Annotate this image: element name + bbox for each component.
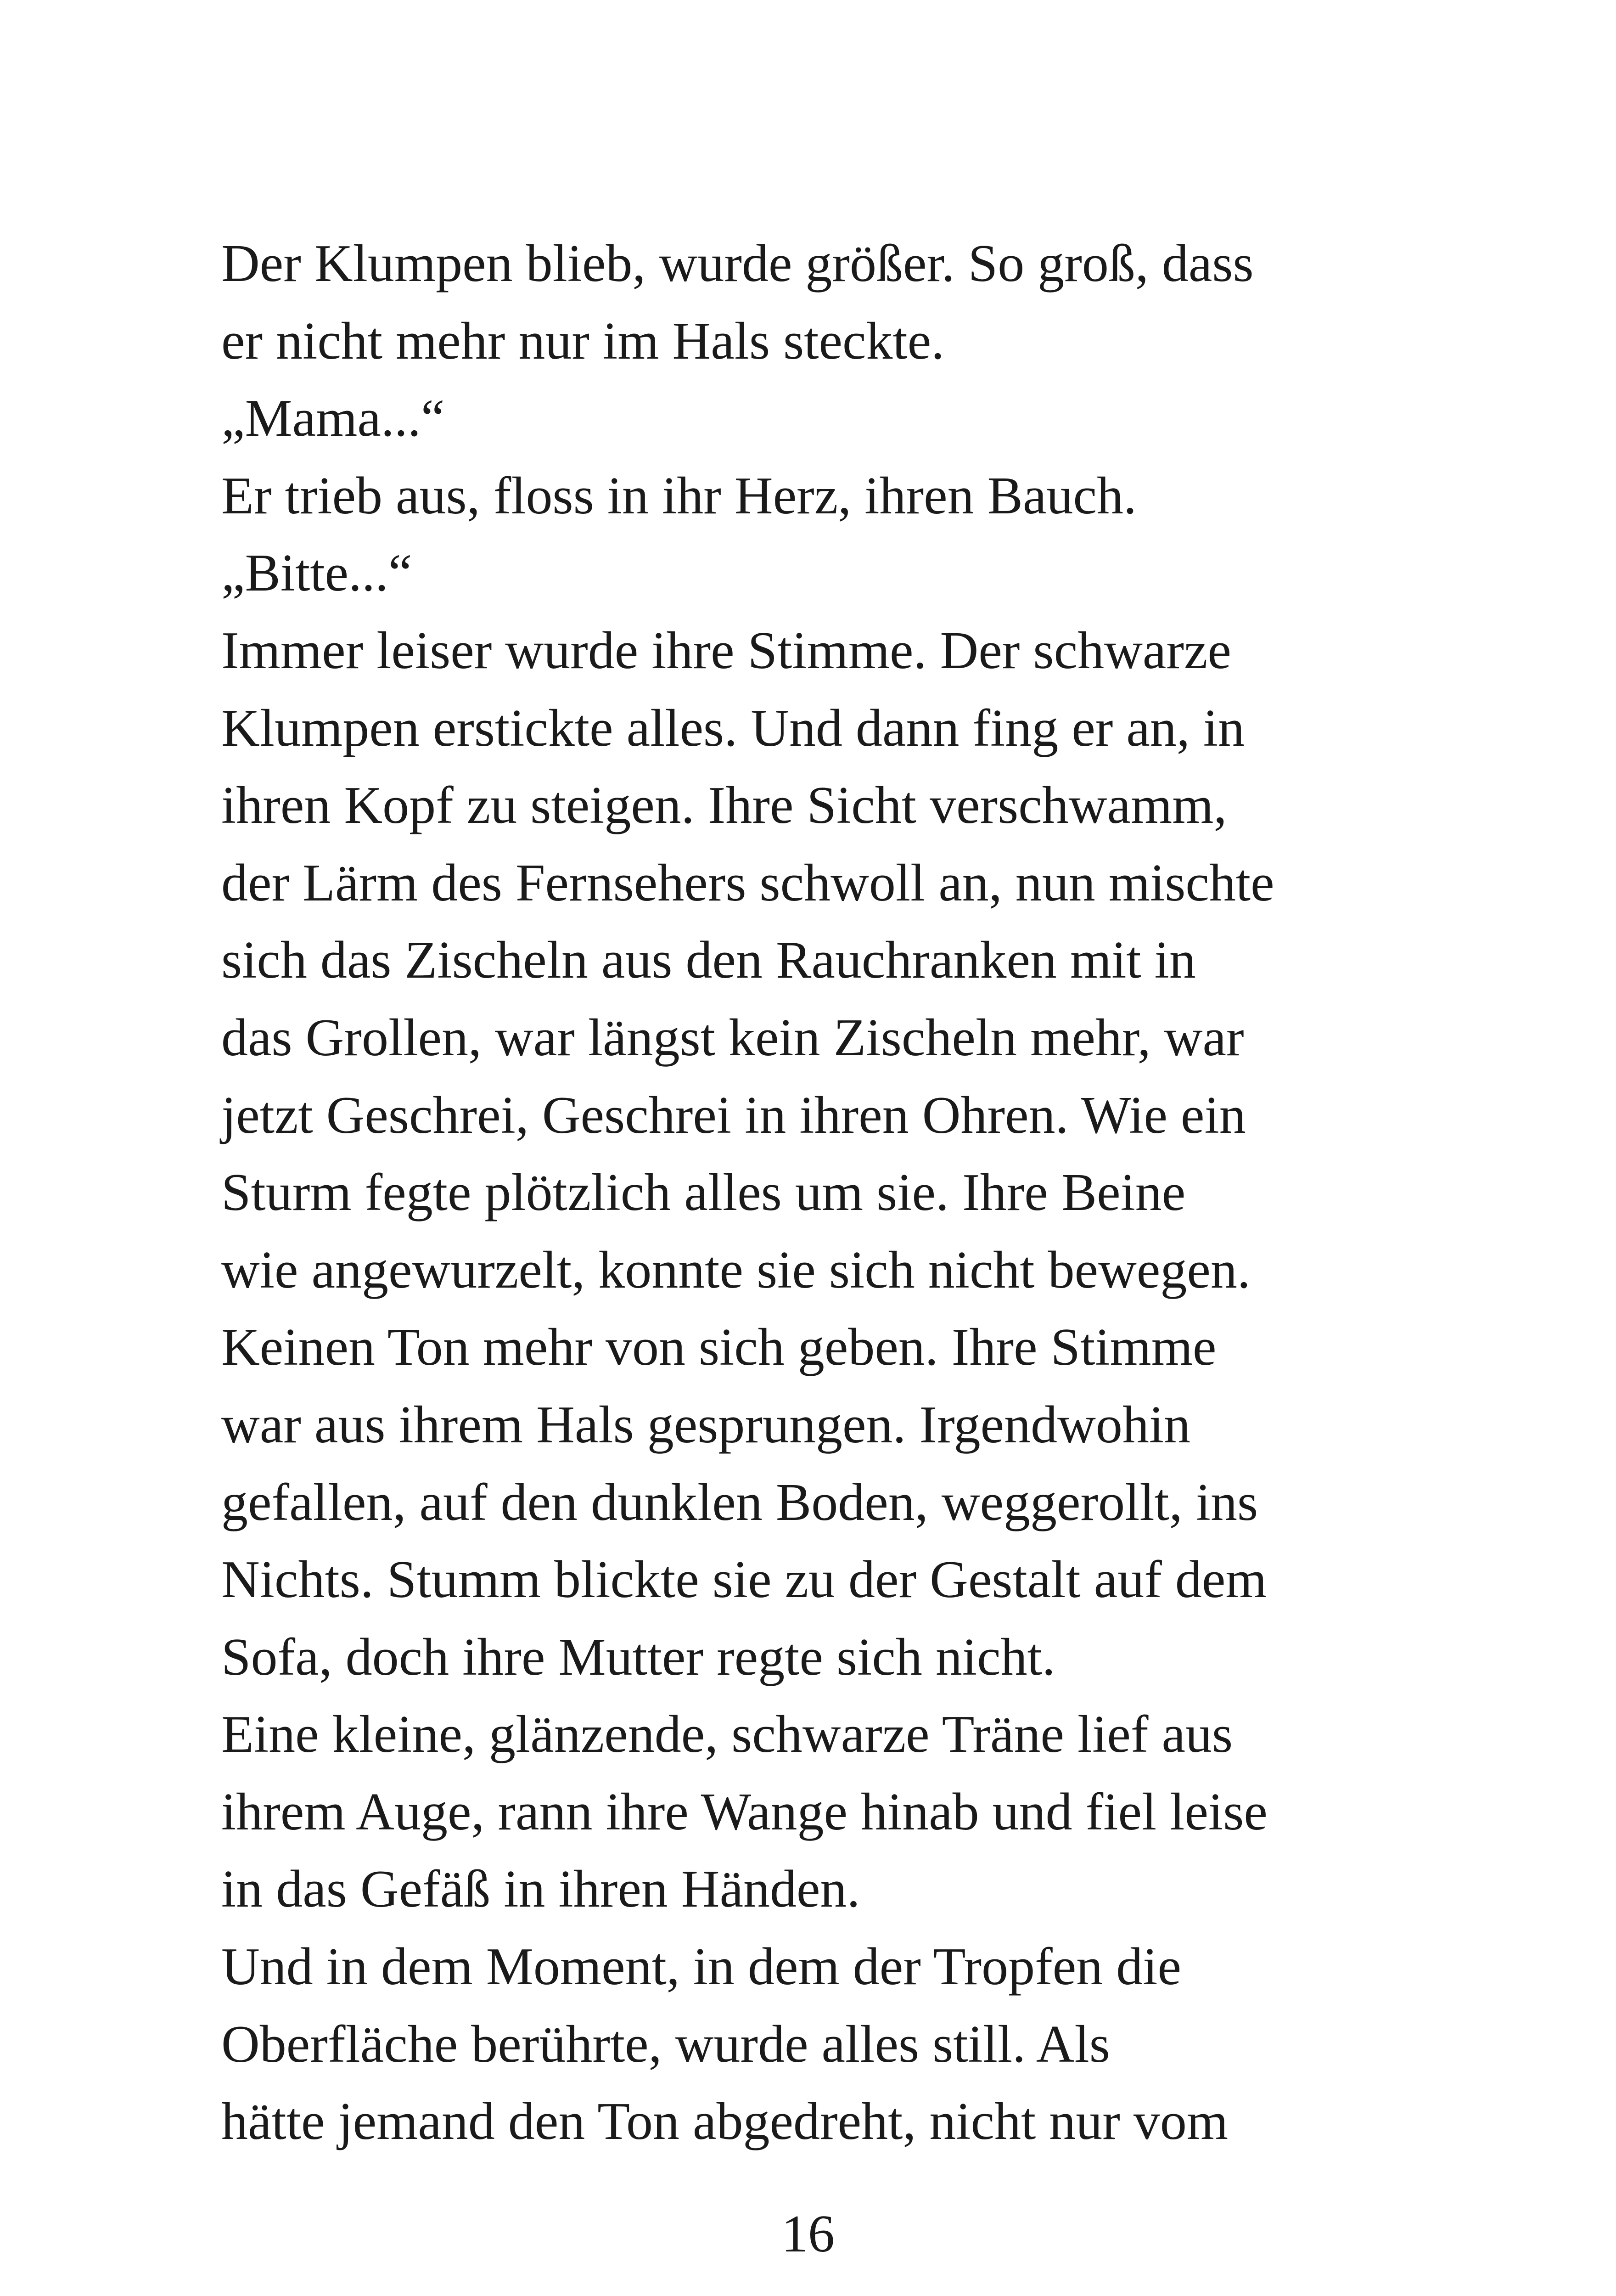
text-line: ihrem Auge, rann ihre Wange hinab und fiel leise bbox=[221, 1782, 1268, 1841]
text-line: Klumpen erstickte alles. Und dann fing er an, in bbox=[221, 698, 1245, 758]
text-line: „Bitte...“ bbox=[221, 544, 412, 603]
text-line: der Lärm des Fernsehers schwoll an, nun mischte bbox=[221, 853, 1274, 912]
text-line: Nichts. Stumm blickte sie zu der Gestalt auf dem bbox=[221, 1550, 1267, 1609]
text-line: er nicht mehr nur im Hals steckte. bbox=[221, 311, 945, 371]
text-line: Immer leiser wurde ihre Stimme. Der schwarze bbox=[221, 621, 1231, 680]
text-line: hätte jemand den Ton abgedreht, nicht nur vom bbox=[221, 2092, 1229, 2151]
text-line: gefallen, auf den dunklen Boden, weggerollt, ins bbox=[221, 1473, 1258, 1532]
text-line: sich das Zischeln aus den Rauchranken mit in bbox=[221, 931, 1196, 990]
body-text bbox=[221, 225, 1424, 2161]
text-line: Er trieb aus, floss in ihr Herz, ihren Bauch. bbox=[221, 466, 1137, 525]
text-line: ihren Kopf zu steigen. Ihre Sicht verschwamm, bbox=[221, 776, 1227, 835]
text-line: Keinen Ton mehr von sich geben. Ihre Stimme bbox=[221, 1318, 1217, 1377]
text-line: in das Gefäß in ihren Händen. bbox=[221, 1860, 860, 1919]
text-line: „Mama...“ bbox=[221, 389, 445, 448]
text-line: Sturm fegte plötzlich alles um sie. Ihre Beine bbox=[221, 1163, 1186, 1222]
text-line: Eine kleine, glänzende, schwarze Träne lief aus bbox=[221, 1705, 1233, 1764]
page-number: 16 bbox=[781, 2205, 835, 2263]
text-line: jetzt Geschrei, Geschrei in ihren Ohren. Wie ein bbox=[221, 1086, 1246, 1145]
text-line: wie angewurzelt, konnte sie sich nicht bewegen. bbox=[221, 1240, 1251, 1300]
text-line: Sofa, doch ihre Mutter regte sich nicht. bbox=[221, 1627, 1055, 1687]
text-line: das Grollen, war längst kein Zischeln mehr, war bbox=[221, 1008, 1244, 1067]
text-line: Oberfläche berührte, wurde alles still. Als bbox=[221, 2015, 1110, 2074]
text-line: war aus ihrem Hals gesprungen. Irgendwohin bbox=[221, 1395, 1191, 1454]
text-line: Der Klumpen blieb, wurde größer. So groß, dass bbox=[221, 234, 1254, 293]
text-line: Und in dem Moment, in dem der Tropfen die bbox=[221, 1937, 1182, 1997]
